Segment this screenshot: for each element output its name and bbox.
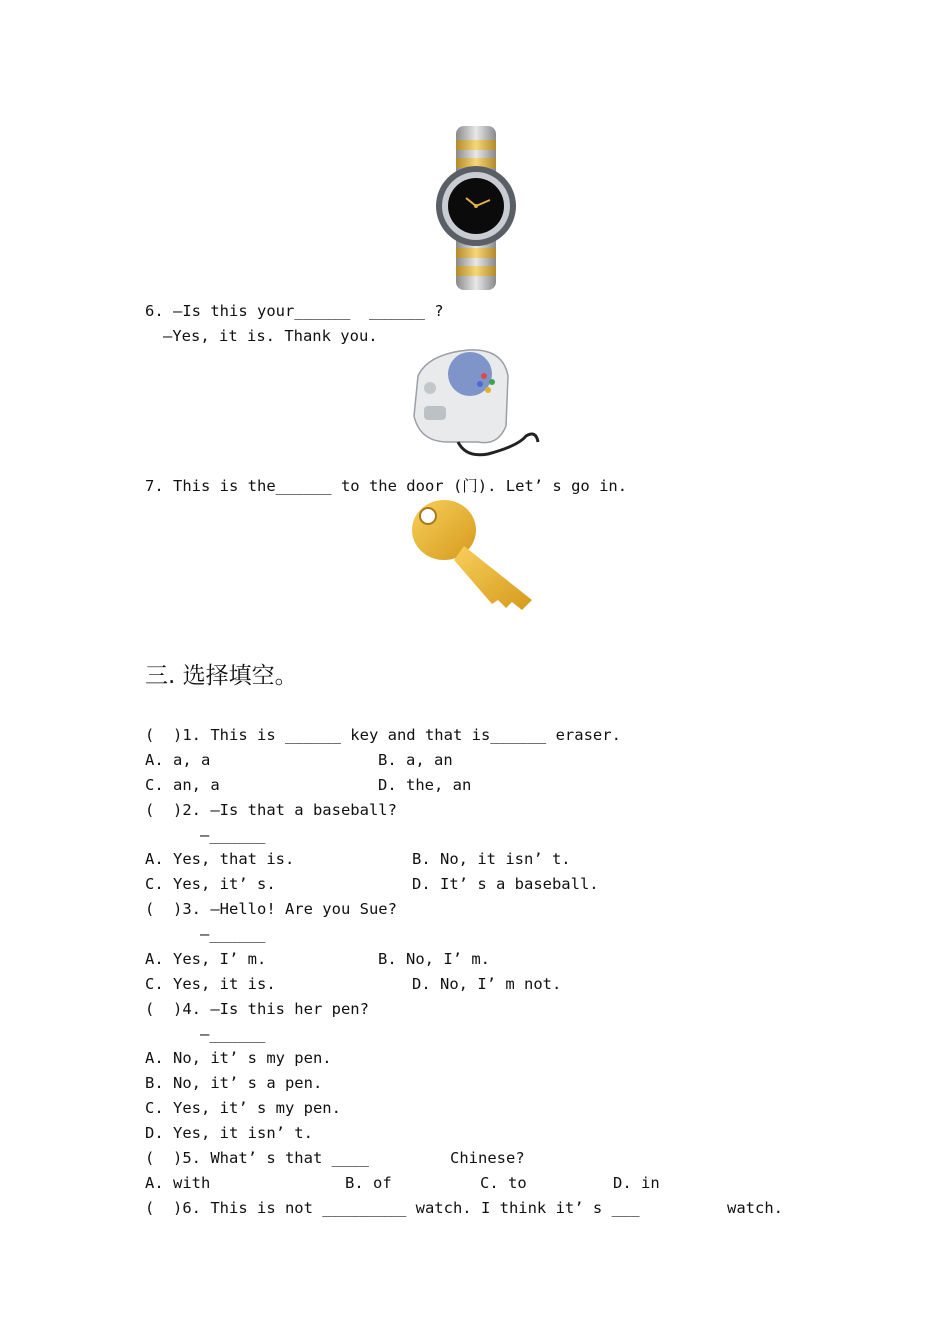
wristwatch-image	[432, 122, 520, 294]
section-three-title: 三. 选择填空。	[145, 663, 298, 689]
q4-option-a: A. No, it’ s my pen.	[145, 1049, 332, 1067]
game-controller-image	[408, 346, 542, 462]
q5-option-a: A. with	[145, 1174, 211, 1192]
q1-option-c: C. an, a	[145, 776, 220, 794]
q6b-stem: ( )6. This is not _________ watch. I think it’ s ___	[145, 1199, 640, 1217]
q4-option-c: C. Yes, it’ s my pen.	[145, 1099, 341, 1117]
q1-stem: ( )1. This is ______ key and that is______ eraser.	[145, 726, 621, 744]
q2-option-d: D. It’ s a baseball.	[412, 875, 599, 893]
q2-answer-line: —______	[200, 826, 266, 844]
q4-stem: ( )4. —Is this her pen?	[145, 1000, 369, 1018]
q5-option-b: B. of	[345, 1174, 392, 1192]
q4-answer-line: —______	[200, 1025, 266, 1043]
q2-option-b: B. No, it isn’ t.	[412, 850, 571, 868]
q6b-stem-tail: watch.	[727, 1199, 783, 1217]
q7-line1: 7. This is the______ to the door (门). Let’ s go in.	[145, 477, 628, 495]
q3-stem: ( )3. —Hello! Are you Sue?	[145, 900, 397, 918]
q3-option-d: D. No, I’ m not.	[412, 975, 562, 993]
q1-option-a: A. a, a	[145, 751, 211, 769]
q1-option-d: D. the, an	[378, 776, 472, 794]
q5-stem: ( )5. What’ s that ____	[145, 1149, 369, 1167]
q3-option-c: C. Yes, it is.	[145, 975, 276, 993]
key-image	[408, 496, 544, 616]
q4-option-d: D. Yes, it isn’ t.	[145, 1124, 313, 1142]
q3-option-b: B. No, I’ m.	[378, 950, 490, 968]
q2-option-c: C. Yes, it’ s.	[145, 875, 276, 893]
q6-line1: 6. —Is this your______ ______ ?	[145, 302, 444, 320]
q5-stem-tail: Chinese?	[450, 1149, 525, 1167]
q3-option-a: A. Yes, I’ m.	[145, 950, 267, 968]
q2-option-a: A. Yes, that is.	[145, 850, 295, 868]
q5-option-d: D. in	[613, 1174, 660, 1192]
q5-option-c: C. to	[480, 1174, 527, 1192]
q1-option-b: B. a, an	[378, 751, 453, 769]
q3-answer-line: —______	[200, 925, 266, 943]
q4-option-b: B. No, it’ s a pen.	[145, 1074, 323, 1092]
q2-stem: ( )2. —Is that a baseball?	[145, 801, 397, 819]
q6-line2: —Yes, it is. Thank you.	[163, 327, 378, 345]
